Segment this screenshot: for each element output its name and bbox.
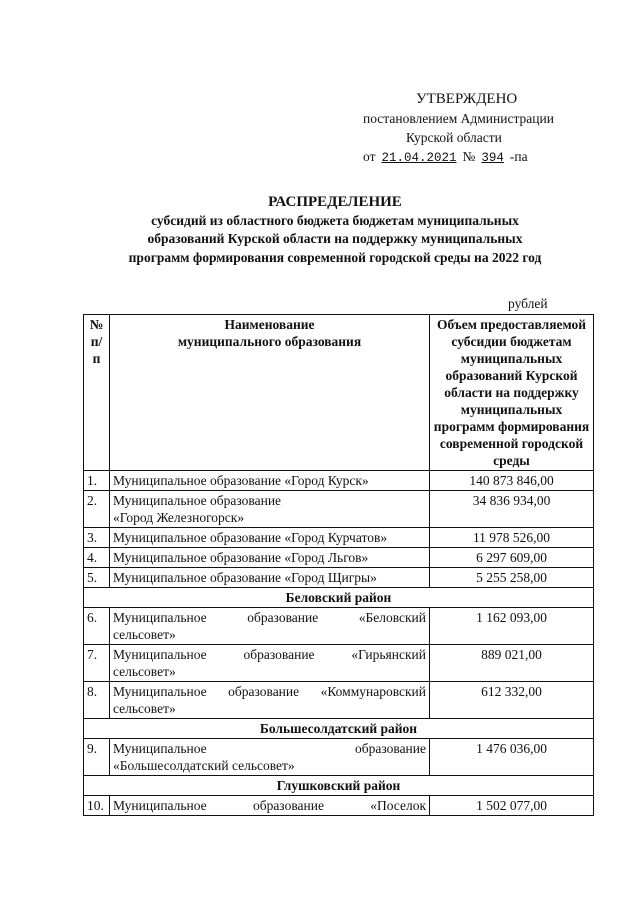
- document-title: [60, 193, 610, 267]
- row-amount: 889 021,00: [430, 645, 594, 682]
- approval-line-decree: постановлением Администрации: [363, 111, 554, 126]
- row-number: 4.: [84, 548, 110, 568]
- table-row: [84, 645, 594, 682]
- row-number: 3.: [84, 528, 110, 548]
- row-name: Муниципальное образование «Коммунаровский сельсовет»: [110, 682, 430, 719]
- district-row: [84, 719, 594, 739]
- title-heading: РАСПРЕДЕЛЕНИЕ: [268, 194, 402, 210]
- title-line-2: образований Курской области на поддержку муниципальных: [147, 231, 523, 246]
- row-number: 2.: [84, 491, 110, 528]
- row-name: Муниципальное образование «Большесолдатский сельсовет»: [110, 739, 430, 776]
- row-name: Муниципальное образование «Город Курск»: [110, 471, 430, 491]
- district-belovsky: Беловский район: [84, 588, 594, 608]
- row-name: Муниципальное образование «Город Льгов»: [110, 548, 430, 568]
- row-number: 7.: [84, 645, 110, 682]
- number-suffix: -па: [509, 149, 528, 164]
- row-name: Муниципальное образование «Поселок: [110, 796, 430, 816]
- row-amount: 6 297 609,00: [430, 548, 594, 568]
- table-row: [84, 796, 594, 816]
- approval-stamp: [360, 90, 600, 168]
- row-name: Муниципальное образование «Гирьянский сельсовет»: [110, 645, 430, 682]
- table-row: [84, 739, 594, 776]
- title-line-3: программ формирования современной городской среды на 2022 год: [128, 249, 542, 265]
- table-row: [84, 682, 594, 719]
- decree-date: 21.04.2021: [381, 151, 457, 165]
- row-amount: 140 873 846,00: [430, 471, 594, 491]
- decree-number: 394: [481, 151, 504, 165]
- row-amount: 34 836 934,00: [430, 491, 594, 528]
- row-amount: 1 476 036,00: [430, 739, 594, 776]
- row-number: 6.: [84, 608, 110, 645]
- district-row: [84, 588, 594, 608]
- approval-line-region: Курской области: [406, 130, 502, 145]
- row-number: 9.: [84, 739, 110, 776]
- row-number: 1.: [84, 471, 110, 491]
- row-number: 8.: [84, 682, 110, 719]
- row-name: Муниципальное образование «Город Курчатов»: [110, 528, 430, 548]
- approval-date-line: [360, 147, 600, 168]
- row-amount: 1 502 077,00: [430, 796, 594, 816]
- header-number: № п/ п: [84, 315, 110, 471]
- row-amount: 11 978 526,00: [430, 528, 594, 548]
- table-row: [84, 528, 594, 548]
- row-name: Муниципальное образование «Город Железногорск»: [110, 491, 430, 528]
- distribution-table: [83, 314, 594, 816]
- district-glushkovsky: Глушковский район: [84, 776, 594, 796]
- district-bolshesoldatsky: Большесолдатский район: [84, 719, 594, 739]
- row-number: 10.: [84, 796, 110, 816]
- table-row: [84, 608, 594, 645]
- date-prefix: от: [363, 149, 376, 164]
- row-amount: 612 332,00: [430, 682, 594, 719]
- row-name: Муниципальное образование «Беловский сельсовет»: [110, 608, 430, 645]
- header-name: Наименование муниципального образования: [110, 315, 430, 471]
- table-row: [84, 491, 594, 528]
- header-amount: Объем предоставляемой субсидии бюджетам муниципальных образований Курской области на поддержку муниципальных программ формирования современной городской среды: [430, 315, 594, 471]
- number-prefix: №: [462, 149, 476, 164]
- row-amount: 5 255 258,00: [430, 568, 594, 588]
- row-name: Муниципальное образование «Город Щигры»: [110, 568, 430, 588]
- table-row: [84, 568, 594, 588]
- title-line-1: субсидий из областного бюджета бюджетам муниципальных: [151, 212, 519, 228]
- units-label: рублей: [508, 296, 548, 311]
- district-row: [84, 776, 594, 796]
- table-row: [84, 471, 594, 491]
- row-number: 5.: [84, 568, 110, 588]
- row-amount: 1 162 093,00: [430, 608, 594, 645]
- table-header-row: [84, 315, 594, 471]
- approval-title: УТВЕРЖДЕНО: [416, 91, 518, 107]
- table-row: [84, 548, 594, 568]
